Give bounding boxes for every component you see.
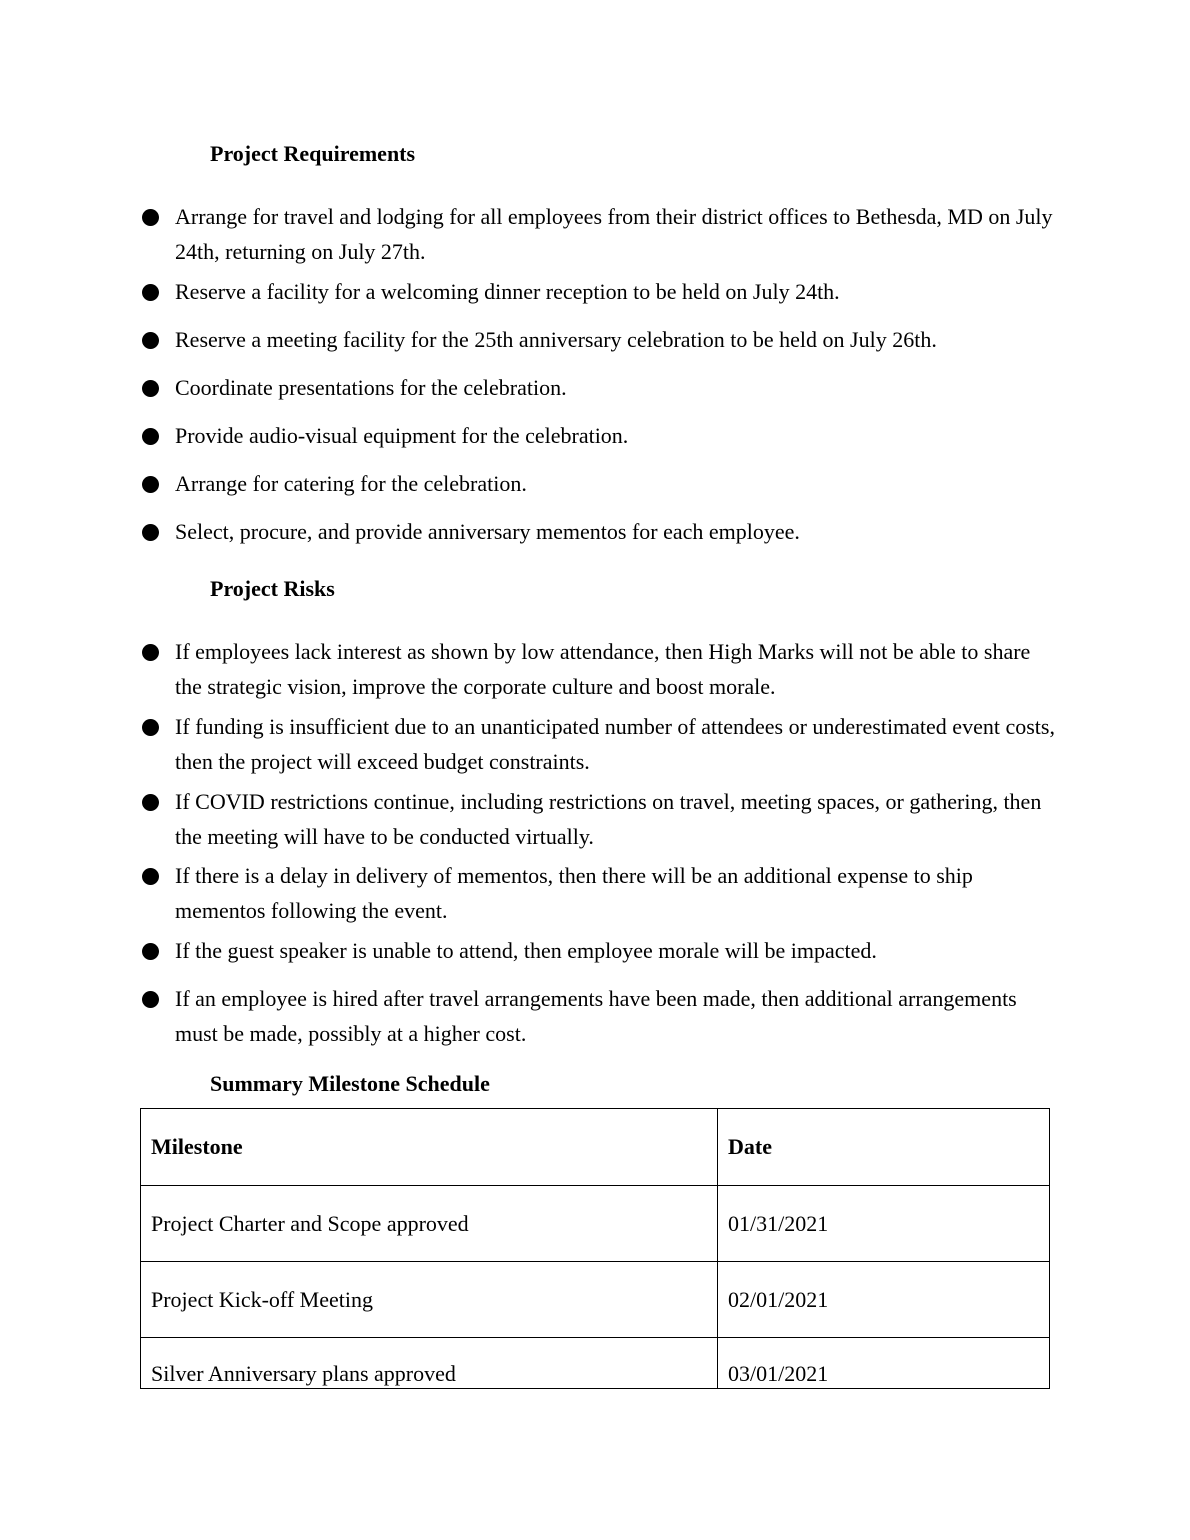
table-row — [141, 1262, 1050, 1338]
bullet-icon — [142, 209, 159, 226]
requirements-list — [140, 199, 1060, 549]
bullet-icon — [142, 284, 159, 301]
list-item — [140, 466, 1060, 501]
bullet-icon — [142, 794, 159, 811]
list-item-text: Coordinate presentations for the celebration. — [175, 375, 567, 400]
list-item — [140, 981, 1060, 1051]
list-item-text: If there is a delay in delivery of mementos, then there will be an additional expense to ship mementos following the event. — [175, 863, 973, 923]
bullet-icon — [142, 991, 159, 1008]
milestone-cell: Project Kick-off Meeting — [141, 1262, 718, 1338]
risks-heading: Project Risks — [210, 576, 335, 601]
list-item — [140, 418, 1060, 453]
list-item — [140, 784, 1060, 854]
bullet-icon — [142, 719, 159, 736]
requirements-heading: Project Requirements — [210, 141, 416, 166]
milestone-cell: Silver Anniversary plans approved — [141, 1338, 718, 1389]
list-item-text: If employees lack interest as shown by low attendance, then High Marks will not be able to share the strategic vision, improve the corporate culture and boost morale. — [175, 639, 1031, 699]
table-row — [141, 1186, 1050, 1262]
list-item-text: Reserve a facility for a welcoming dinner reception to be held on July 24th. — [175, 279, 840, 304]
date-column-header: Date — [718, 1109, 1050, 1186]
risks-list — [140, 634, 1060, 1051]
list-item-text: Select, procure, and provide anniversary mementos for each employee. — [175, 519, 800, 544]
bullet-icon — [142, 644, 159, 661]
list-item — [140, 322, 1060, 357]
list-item — [140, 634, 1060, 704]
list-item-text: If an employee is hired after travel arrangements have been made, then additional arrangements must be made, possibly at a higher cost. — [175, 986, 1017, 1046]
list-item — [140, 274, 1060, 309]
date-cell: 03/01/2021 — [718, 1338, 1050, 1389]
table-header-row — [141, 1109, 1050, 1186]
bullet-icon — [142, 868, 159, 885]
bullet-icon — [142, 332, 159, 349]
list-item-text: If funding is insufficient due to an unanticipated number of attendees or underestimated event costs, then the project will exceed budget constraints. — [175, 714, 1055, 774]
bullet-icon — [142, 943, 159, 960]
list-item — [140, 709, 1060, 779]
list-item-text: Arrange for catering for the celebration. — [175, 471, 527, 496]
list-item-text: Arrange for travel and lodging for all employees from their district offices to Bethesda, MD on July 24th, returning on July 27th. — [175, 204, 1053, 264]
list-item — [140, 858, 1060, 928]
date-cell: 01/31/2021 — [718, 1186, 1050, 1262]
list-item — [140, 933, 1060, 968]
list-item — [140, 199, 1060, 269]
schedule-heading: Summary Milestone Schedule — [210, 1071, 490, 1096]
bullet-icon — [142, 476, 159, 493]
bullet-icon — [142, 428, 159, 445]
list-item-text: If the guest speaker is unable to attend, then employee morale will be impacted. — [175, 938, 877, 963]
list-item — [140, 514, 1060, 549]
list-item-text: If COVID restrictions continue, including restrictions on travel, meeting spaces, or gathering, then the meeting will have to be conducted virtually. — [175, 789, 1042, 849]
list-item — [140, 370, 1060, 405]
milestone-cell: Project Charter and Scope approved — [141, 1186, 718, 1262]
table-row — [141, 1338, 1050, 1389]
bullet-icon — [142, 524, 159, 541]
milestone-table — [140, 1108, 1050, 1389]
date-cell: 02/01/2021 — [718, 1262, 1050, 1338]
list-item-text: Reserve a meeting facility for the 25th anniversary celebration to be held on July 26th. — [175, 327, 937, 352]
list-item-text: Provide audio-visual equipment for the celebration. — [175, 423, 629, 448]
bullet-icon — [142, 380, 159, 397]
milestone-column-header: Milestone — [141, 1109, 718, 1186]
